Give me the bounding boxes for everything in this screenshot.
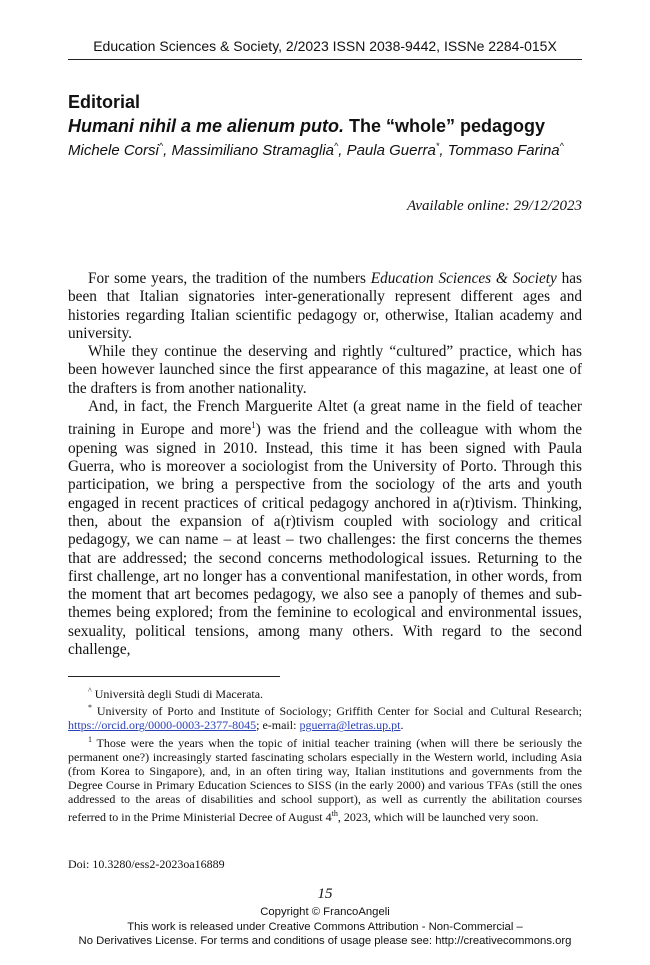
footnotes bbox=[68, 684, 582, 824]
email-link[interactable]: pguerra@letras.up.pt bbox=[299, 718, 401, 733]
footnote-divider bbox=[68, 676, 280, 677]
license-line: No Derivatives License. For terms and conditions of usage please see: http://creativecommons.org bbox=[78, 935, 572, 947]
author-name: Paula Guerra bbox=[346, 142, 436, 159]
page-number: 15 bbox=[317, 886, 333, 902]
title-latin: Humani nihil a me alienum puto. bbox=[68, 116, 345, 136]
paragraph: For some years, the tradition of the numbers Education Sciences & Society has been that Italian signatories inter-generationally represent different ages and histories regarding Italian scientific pedagogy or, otherwise, Italian academy and university. bbox=[68, 270, 582, 342]
affiliation-mark: ^ bbox=[158, 141, 164, 151]
copyright-line: Copyright © FrancoAngeli bbox=[260, 906, 390, 918]
footnote-ref[interactable]: 1 bbox=[251, 420, 256, 431]
paragraph: While they continue the deserving and rightly “cultured” practice, which has been however launched since the first appearance of this magazine, at least one of the drafters is from another nationality. bbox=[68, 343, 582, 397]
footnote: * University of Porto and Institute of Sociology; Griffith Center for Social and Cultural Research; https://orcid.org/0000-0003-2377-8045; e-mail: pguerra@letras.up.pt. bbox=[68, 703, 582, 733]
license-line: This work is released under Creative Commons Attribution - Non-Commercial – bbox=[127, 920, 523, 933]
title-english: The “whole” pedagogy bbox=[344, 116, 546, 136]
footnote: $^1$ Those were the years when the topic of initial teacher training (when will there be seriously the permanent one?) increasingly started fascinating scholars especially in the Western world, including Asia (from Korea to Singapore), and, in an often tiring way, Italian institutions and governments from the Degree Course in Primary Education Sciences to SISS (in the early 2000) and various TFAs (still the ones addressed to the areas of disabilities and school support), as well as currently the abilitation courses referred to in the Prime Ministerial Decree of August 4th, 2023, which will be launched very soon. bbox=[68, 734, 582, 824]
body-text bbox=[68, 270, 582, 659]
author-name: Massimiliano Stramaglia bbox=[171, 142, 334, 159]
affiliation-mark: ^ bbox=[559, 141, 564, 151]
footnote: ^ Università degli Studi di Macerata. bbox=[88, 686, 264, 701]
article-title bbox=[68, 116, 582, 137]
affiliation-mark: ^ bbox=[334, 141, 339, 151]
author-list: Michele Corsi^, Massimiliano Stramaglia^, Paula Guerra*, Tommaso Farina^ bbox=[68, 141, 564, 159]
running-head: Education Sciences & Society, 2/2023 ISSN 2038-9442, ISSNe 2284-015X bbox=[68, 38, 582, 60]
orcid-link[interactable]: https://orcid.org/0000-0003-2377-8045 bbox=[68, 718, 257, 733]
journal-name: Education Sciences & Society bbox=[370, 270, 557, 287]
license-footer bbox=[10, 905, 640, 949]
author-name: Tommaso Farina bbox=[447, 142, 560, 159]
available-online-date: Available online: 29/12/2023 bbox=[407, 198, 582, 214]
doi: Doi: 10.3280/ess2-2023oa16889 bbox=[68, 857, 225, 871]
affiliation-mark: * bbox=[435, 141, 440, 151]
paragraph: And, in fact, the French Marguerite Altet (a great name in the field of teacher training in Europe and more$^1$) was the friend and the colleague with whom the opening was signed in 2010. Instead, this time it has been signed with Paula Guerra, who is moreover a sociologist from the University of Porto. Through this participation, we bring a perspective from the sociology of the arts and youth engaged in recent practices of critical pedagogy anchored in a(r)tivism. Thinking, then, about the expansion of a(r)tivism coupled with sociology and critical pedagogy, we can name – at least – two challenges: the first concerns the themes that are addressed; the second concerns methodological issues. Returning to the first challenge, art no longer has a conventional manifestation, in other words, from the moment that art becomes pedagogy, we also see a panoply of themes and sub-themes being explored; from the feminine to ecological and environmental issues, sexuality, political tensions, among many others. With regard to the second challenge, bbox=[68, 398, 582, 659]
author-name: Michele Corsi bbox=[68, 142, 159, 159]
section-label: Editorial bbox=[68, 92, 141, 112]
